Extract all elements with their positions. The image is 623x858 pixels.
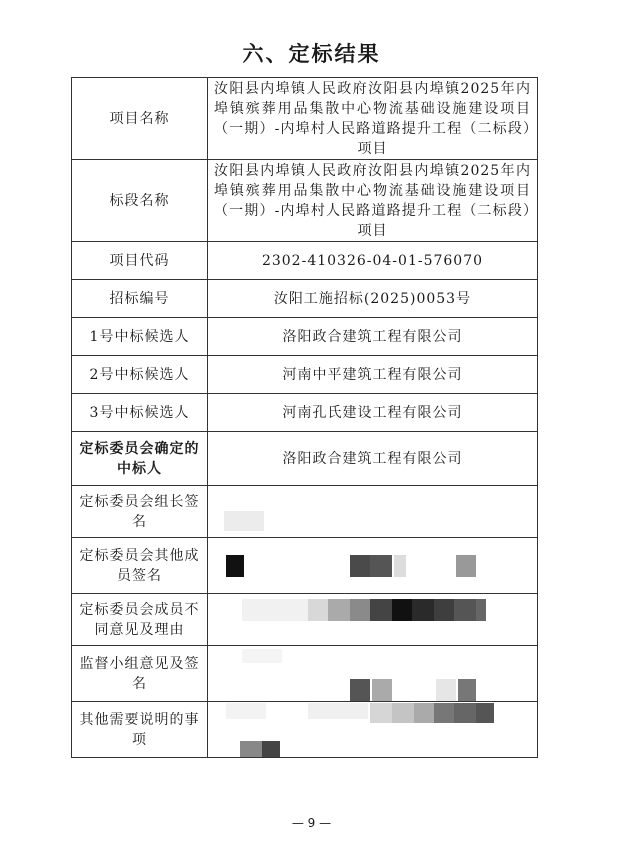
row-label-winning-bidder: 定标委员会确定的中标人 xyxy=(72,432,208,486)
row-value-member-signatures xyxy=(208,538,538,594)
row-label-other-matters: 其他需要说明的事项 xyxy=(72,702,208,758)
row-label-project-name: 项目名称 xyxy=(72,78,208,160)
row-label-project-code: 项目代码 xyxy=(72,242,208,280)
table-row xyxy=(72,394,538,432)
row-label-dissenting-opinions: 定标委员会成员不同意见及理由 xyxy=(72,594,208,646)
page-number: — 9 — xyxy=(291,816,332,830)
row-label-candidate-3: 3号中标候选人 xyxy=(72,394,208,432)
table-row xyxy=(72,356,538,394)
table-row xyxy=(72,280,538,318)
bid-result-table xyxy=(71,77,538,758)
row-value-candidate-1: 洛阳政合建筑工程有限公司 xyxy=(208,318,538,356)
row-label-leader-signature: 定标委员会组长签名 xyxy=(72,486,208,538)
table-row xyxy=(72,486,538,538)
redacted-signature xyxy=(212,703,533,757)
row-label-candidate-2: 2号中标候选人 xyxy=(72,356,208,394)
row-value-bid-number: 汝阳工施招标(2025)0053号 xyxy=(208,280,538,318)
table-row xyxy=(72,160,538,242)
table-row xyxy=(72,538,538,594)
row-value-candidate-2: 河南中平建筑工程有限公司 xyxy=(208,356,538,394)
row-label-section-name: 标段名称 xyxy=(72,160,208,242)
table-row xyxy=(72,646,538,702)
table-row xyxy=(72,702,538,758)
redacted-signature xyxy=(212,487,533,537)
table-row xyxy=(72,432,538,486)
table-row xyxy=(72,594,538,646)
row-value-dissenting-opinions xyxy=(208,594,538,646)
row-label-candidate-1: 1号中标候选人 xyxy=(72,318,208,356)
row-value-winning-bidder: 洛阳政合建筑工程有限公司 xyxy=(208,432,538,486)
row-value-section-name: 汝阳县内埠镇人民政府汝阳县内埠镇2025年内埠镇殡葬用品集散中心物流基础设施建设项目（一期）-内埠村人民路道路提升工程（二标段）项目 xyxy=(208,160,538,242)
redacted-signature xyxy=(212,595,533,645)
row-label-member-signatures: 定标委员会其他成员签名 xyxy=(72,538,208,594)
row-label-bid-number: 招标编号 xyxy=(72,280,208,318)
table-row xyxy=(72,242,538,280)
redacted-signature xyxy=(212,647,533,701)
row-value-project-name: 汝阳县内埠镇人民政府汝阳县内埠镇2025年内埠镇殡葬用品集散中心物流基础设施建设项目（一期）-内埠村人民路道路提升工程（二标段）项目 xyxy=(208,78,538,160)
table-row xyxy=(72,318,538,356)
table-row xyxy=(72,78,538,160)
row-value-other-matters xyxy=(208,702,538,758)
row-value-candidate-3: 河南孔氏建设工程有限公司 xyxy=(208,394,538,432)
row-label-supervision-opinion: 监督小组意见及签名 xyxy=(72,646,208,702)
row-value-leader-signature xyxy=(208,486,538,538)
row-value-supervision-opinion xyxy=(208,646,538,702)
redacted-signature xyxy=(212,539,533,593)
row-value-project-code: 2302-410326-04-01-576070 xyxy=(208,242,538,280)
page-title: 六、定标结果 xyxy=(242,42,381,66)
